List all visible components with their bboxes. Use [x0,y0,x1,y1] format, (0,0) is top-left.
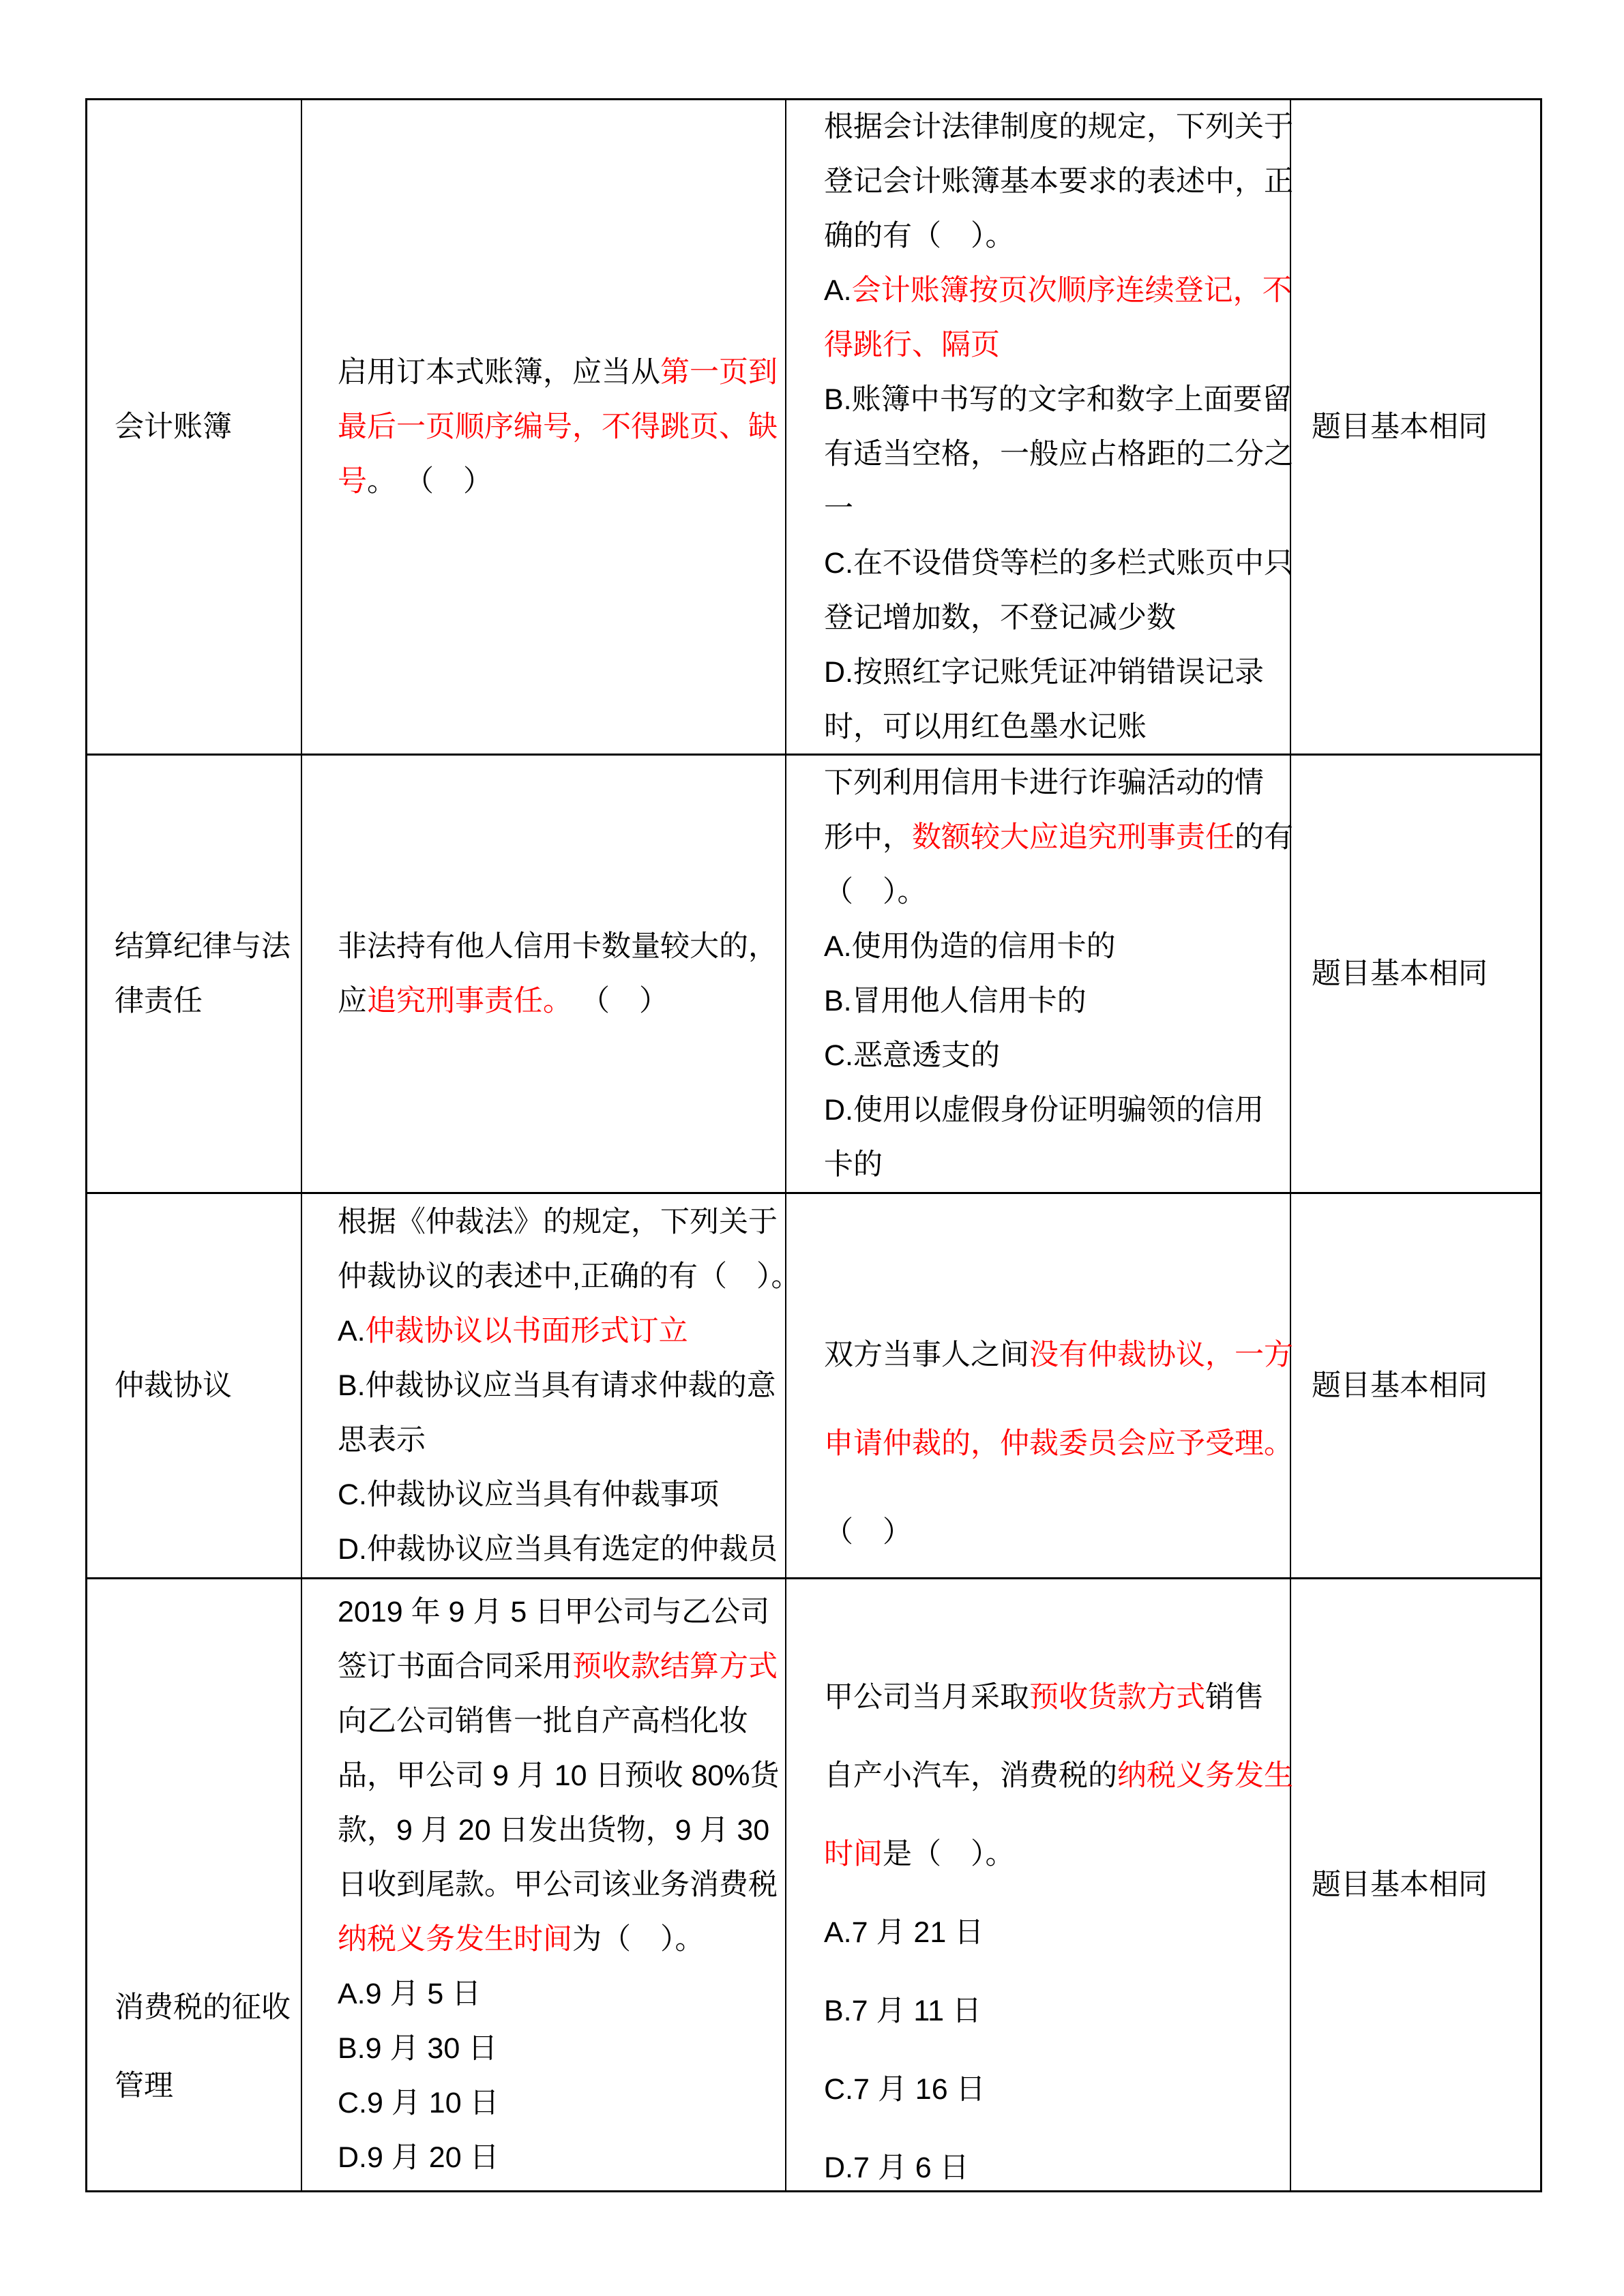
text-line [338,1585,781,1639]
cell-comparison-row1 [1291,100,1542,756]
text-segment: 下列利用信用卡进行诈骗活动的情 [824,766,1264,799]
cell-question-b-row1 [786,100,1291,756]
comparison-text: 题目基本相同 [1312,1868,1488,1901]
text-segment: 有适当空格，一般应占格距的二分之 [824,438,1293,471]
cell-question-b-row2 [786,756,1291,1194]
text-segment: 登记会计账簿基本要求的表述中，正 [824,165,1293,198]
text-line [824,209,1286,263]
text-line [338,345,781,400]
text-segment: 时，可以用红色墨水记账 [824,711,1147,743]
highlighted-text: 预收货款方式 [1029,1680,1205,1714]
text-line [115,1358,294,1413]
text-segment: D.9 月 20 日 [338,2141,499,2174]
text-line [824,1137,1286,1192]
cell-question-a-row4 [302,1579,786,2192]
text-line [338,974,781,1028]
text-segment: C.恶意透支的 [824,1039,1000,1072]
text-line [338,1912,781,1967]
text-segment: 的有 [1235,821,1293,854]
text-segment: 确的有（ ）。 [824,220,1015,252]
text-segment: D.仲裁协议应当具有选定的仲裁员 [338,1533,778,1566]
comparison-text: 题目基本相同 [1312,1369,1488,1402]
text-line [824,591,1286,645]
text-line [338,400,781,454]
text-line [338,2021,781,2076]
text-line [824,974,1286,1028]
text-line [824,100,1293,154]
text-line [824,1972,1286,2051]
text-segment: C.仲裁协议应当具有仲裁事项 [338,1478,719,1511]
text-segment: 日收到尾款。甲公司该业务消费税 [338,1868,778,1901]
highlighted-text: 追究刑事责任。 [367,985,572,1017]
text-line [824,756,1286,810]
highlighted-text: 申请仲裁的，仲裁委员会应予受理。 [824,1427,1293,1460]
cell-question-a-row3 [302,1194,801,1579]
text-line [824,427,1293,481]
text-line [338,1249,801,1304]
text-segment: 登记增加数，不登记减少数 [824,601,1176,634]
highlighted-text: 纳税义务发生时间 [338,1923,572,1956]
text-line [338,1467,781,1522]
comparison-text: 题目基本相同 [1312,411,1488,443]
text-segment: 思表示 [338,1424,426,1457]
text-segment: （ ） [572,985,668,1017]
text-line [115,974,294,1028]
text-line [338,1748,781,1803]
text-segment: 应 [338,985,367,1017]
text-segment: 会计账簿 [115,411,232,443]
text-line [824,1815,1286,1894]
cell-topic-row1 [87,100,302,756]
text-line [824,536,1293,591]
text-segment: 向乙公司销售一批自产高档化妆 [338,1705,748,1738]
text-line [824,481,1286,536]
text-line [338,1304,781,1358]
text-segment: 品，甲公司 9 月 10 日预收 80%货 [338,1759,780,1792]
comparison-text: 题目基本相同 [1312,957,1488,990]
text-line [824,1028,1286,1083]
cell-topic-row3 [87,1194,302,1579]
text-segment: 根据会计法律制度的规定，下列关于 [824,110,1293,143]
cell-question-b-row3 [786,1194,1291,1579]
highlighted-text: 号 [338,465,367,498]
highlighted-text: 没有仲裁协议，一方 [1029,1339,1293,1371]
text-segment: 甲公司当月采取 [824,1680,1029,1714]
text-segment: B.账簿中书写的文字和数字上面要留 [824,383,1292,416]
text-segment: 一 [824,492,853,525]
cell-comparison-row2 [1291,756,1542,1194]
text-line [824,263,1292,318]
text-line [338,1694,781,1748]
highlighted-text: 得跳行、隔页 [824,329,1000,361]
text-segment: 仲裁协议的表述中,正确的有（ ）。 [338,1260,801,1293]
text-segment: 管理 [115,2070,173,2102]
highlighted-text: 预收款结算方式 [572,1650,778,1683]
text-line [824,1737,1293,1815]
text-segment: 双方当事人之间 [824,1339,1029,1371]
highlighted-text: 时间 [824,1837,883,1870]
text-segment: A. [338,1315,366,1347]
text-line [338,1639,781,1694]
cell-question-b-row4 [786,1579,1291,2192]
text-line [338,454,781,509]
text-segment: 为（ ）。 [572,1923,705,1956]
highlighted-text: 第一页到 [660,356,778,389]
text-segment: 启用订本式账簿，应当从 [338,356,660,389]
text-line [338,919,781,974]
text-segment: 2019 年 9 月 5 日甲公司与乙公司 [338,1596,770,1628]
text-line [824,919,1286,974]
text-segment: B.仲裁协议应当具有请求仲裁的意 [338,1369,776,1402]
text-line [824,2129,1286,2207]
text-segment: C.7 月 16 日 [824,2072,986,2106]
text-segment: B.9 月 30 日 [338,2032,498,2065]
text-segment: 签订书面合同采用 [338,1650,572,1683]
text-segment: B.冒用他人信用卡的 [824,985,1087,1017]
cell-topic-row2 [87,756,302,1194]
text-segment: 销售 [1205,1680,1264,1714]
highlighted-text: 纳税义务发生 [1117,1759,1293,1792]
text-line [824,865,1286,919]
text-line [338,1358,781,1413]
text-segment: A. [824,274,852,307]
text-segment: （ ）。 [824,876,927,908]
text-line [338,1858,781,1912]
cell-topic-row4 [87,1579,302,2192]
text-line [824,1399,1293,1488]
text-line [824,700,1286,754]
text-line [824,318,1286,372]
text-segment: D.使用以虚假身份证明骗领的信用 [824,1094,1264,1127]
text-segment: 。 （ ） [367,465,492,498]
highlighted-text: 最后一页顺序编号，不得跳页、缺 [338,411,778,443]
text-line [824,2051,1286,2129]
cell-comparison-row4 [1291,1579,1542,2192]
question-comparison-table [85,98,1542,2192]
text-line [824,1488,1286,1577]
highlighted-text: 仲裁协议以书面形式订立 [365,1315,688,1347]
text-segment: A.使用伪造的信用卡的 [824,930,1116,963]
text-line [338,1413,781,1467]
text-line [115,919,294,974]
text-segment: 卡的 [824,1148,883,1181]
text-segment: C.在不设借贷等栏的多栏式账页中只 [824,547,1293,580]
text-line [338,2130,781,2185]
text-line [338,1195,781,1249]
cell-question-a-row2 [302,756,786,1194]
text-segment: D.按照红字记账凭证冲销错误记录 [824,656,1264,689]
text-segment: 形中， [824,821,912,854]
text-line [115,1969,294,2047]
text-segment: 结算纪律与法 [115,930,291,963]
cell-question-a-row1 [302,100,786,756]
text-line [338,1522,781,1577]
text-line [824,1083,1286,1137]
text-line [824,645,1286,700]
text-line [115,400,294,454]
text-segment: 非法持有他人信用卡数量较大的， [338,930,778,963]
text-line [824,810,1293,865]
text-segment: D.7 月 6 日 [824,2151,969,2184]
text-segment: C.9 月 10 日 [338,2087,499,2119]
text-segment: 自产小汽车，消费税的 [824,1759,1117,1792]
text-segment: 律责任 [115,985,203,1017]
cell-comparison-row3 [1291,1194,1542,1579]
highlighted-text: 会计账簿按页次顺序连续登记，不 [851,274,1292,307]
text-line [338,2076,781,2130]
text-line [824,1658,1286,1737]
text-line [824,1311,1293,1399]
text-segment: 是（ ）。 [883,1837,1015,1870]
text-segment: 款，9 月 20 日发出货物，9 月 30 [338,1814,770,1847]
text-segment: A.7 月 21 日 [824,1915,984,1949]
text-line [824,154,1293,209]
text-line [824,1894,1286,1972]
text-segment: （ ） [824,1516,912,1549]
text-line [115,2047,294,2126]
text-line [338,1967,781,2021]
text-segment: A.9 月 5 日 [338,1978,482,2010]
text-segment: 消费税的征收 [115,1991,291,2024]
highlighted-text: 数额较大应追究刑事责任 [912,821,1235,854]
text-line [338,1803,781,1858]
text-line [824,372,1292,427]
text-segment: 根据《仲裁法》的规定，下列关于 [338,1206,778,1238]
text-segment: 仲裁协议 [115,1369,232,1402]
text-segment: B.7 月 11 日 [824,1994,982,2027]
